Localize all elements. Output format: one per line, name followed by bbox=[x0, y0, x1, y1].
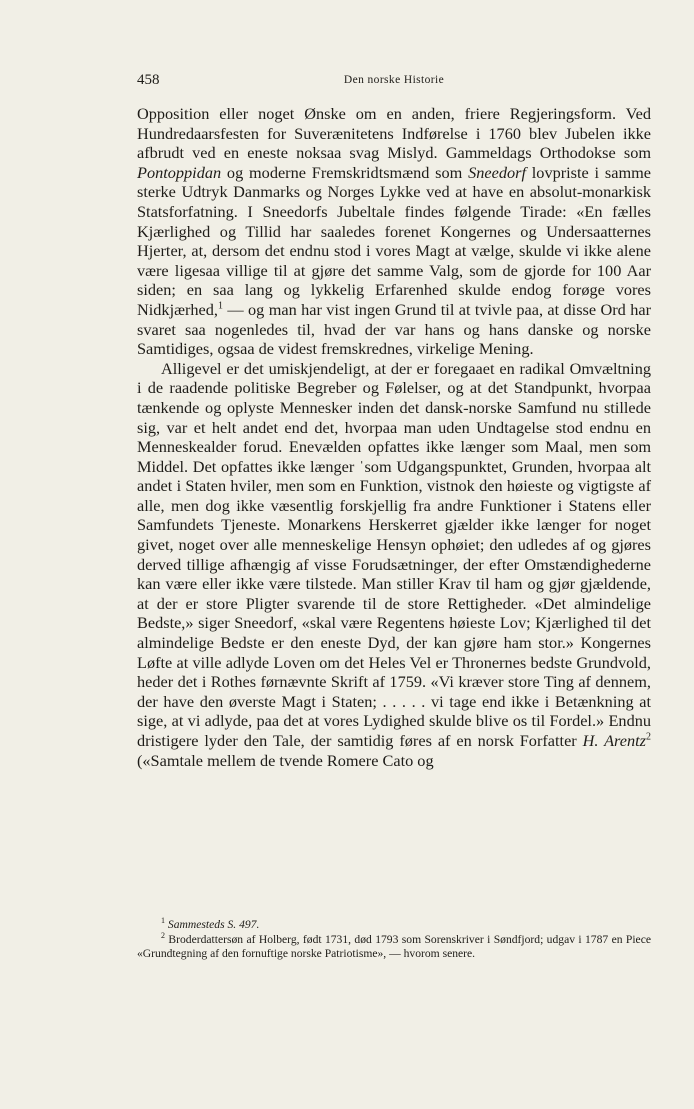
footnote-1 bbox=[137, 918, 651, 933]
footnote-ref-2: 2 bbox=[646, 731, 651, 743]
footnote-1-mark: 1 bbox=[161, 916, 165, 926]
paragraph-1-text-4: — og man har vist ingen Grund til at tvivle paa, at disse Ord har svaret saa nogenledes til, hvad der var hans og hans danske og norske Samtidiges, ogsaa de videst fremskrednes, virkelige Mening. bbox=[137, 299, 651, 359]
footnote-2-mark: 2 bbox=[161, 930, 165, 940]
paragraph-2 bbox=[137, 359, 651, 770]
paragraph-1 bbox=[137, 104, 651, 359]
paragraph-2-text-2: («Samtale mellem de tvende Romere Cato og bbox=[137, 750, 434, 770]
footnote-2 bbox=[137, 930, 651, 962]
name-pontoppidan: Pontoppidan bbox=[137, 162, 222, 182]
name-arentz: H. Arentz bbox=[582, 731, 646, 750]
name-sneedorf: Sneedorf bbox=[468, 162, 526, 182]
footnote-ref-1: 1 bbox=[217, 300, 223, 312]
paragraph-2-text-1: Alligevel er det umiskjendeligt, at der er foregaaet en radikal Omvæltning i de raadende politiske Begreber og Følelser, og at det Standpunkt, hvorpaa tænkende og oplyste Mennesker inden det dansk-norske Samfund nu stillede sig, var et helt andet end det, hvorpaa man uden Undtagelse stod endnu en Menneskealder forud. Enevælden opfattes ikke længer som Maal, men som Middel. Det opfattes ikke længer ˈsom Udgangspunktet, Grunden, hvorpaa alt andet i Staten hviler, men som en Funktion, vistnok den høieste og vigtigste af alle, men dog ikke væsentlig forskjellig fra andre Funktioner i Statens eller Samfundets Tjeneste. Monarkens Herskerret gjælder ikke længer for noget givet, noget over alle menneskelige Hensyn ophøiet; den udledes af og gjøres derved tillige afhængig af visse Forudsætninger, der efter Omstændighederne kan være eller ikke være tilstede. Man stiller Krav til ham og gjør gjældende, at der er store Pligter svarende til de store Rettigheder. «Det almindelige Bedste,» siger Sneedorf, «skal være Regentens høieste Lov; Kjærlighed til det almindelige Bedste er den eneste Dyd, der kan gjøre ham stor.» Kongernes Løfte at ville adlyde Loven om det Heles Vel er Thronernes bedste Grundvold, heder det i Rothes førnævnte Skrift af 1759. «Vi kræver store Ting af dennem, der have den øverste Magt i Staten; . . . . . vi tage end ikke i Betænkning at sige, at vi adlyde, paa det at vores Lydighed skulde blive os til Fordel.» Endnu dristigere lyder den Tale, der samtidig føres af en norsk Forfatter bbox=[137, 358, 651, 750]
body-text bbox=[137, 104, 651, 770]
paragraph-1-text-1: Opposition eller noget Ønske om en anden, friere Regjeringsform. Ved Hundredaarsfesten for Suverænitetens Indførelse i 1760 blev Jubelen ikke afbrudt ved en eneste noksaa svag Mislyd. Gammeldags Orthodokse som bbox=[137, 104, 651, 163]
page-header bbox=[137, 72, 651, 92]
footnote-2-text: Broderdattersøn af Holberg, født 1731, død 1793 som Sorenskriver i Søndfjord; udgav i 1787 en Piece «Grundtegning af den fornuftige norske Patriotisme», — hvorom senere. bbox=[137, 932, 651, 961]
page-number: 458 bbox=[137, 72, 160, 88]
running-title: Den norske Historie bbox=[343, 74, 445, 86]
paragraph-1-text-2: og moderne Fremskridtsmænd som bbox=[221, 162, 469, 182]
footnote-1-text: Sammesteds S. 497. bbox=[167, 918, 260, 931]
paragraph-1-text-3: lovpriste i samme sterke Udtryk Danmarks og Norges Lykke ved at have en absolut-monarkisk Statsforfatning. I Sneedorfs Jubeltale findes følgende Tirade: «En fælles Kjærlighed og Tillid har saaledes forenet Kongernes og Undersaatternes Hjerter, at, dersom det endnu stod i vores Magt at vælge, skulde vi ikke alene være ligesaa villige til at gjøre det samme Valg, som de gjorde for 100 Aar siden; en saa lang og lykkelig Erfarenhed skulde endog forøge vores Nidkjærhed, bbox=[137, 162, 652, 319]
footnotes bbox=[137, 918, 651, 962]
